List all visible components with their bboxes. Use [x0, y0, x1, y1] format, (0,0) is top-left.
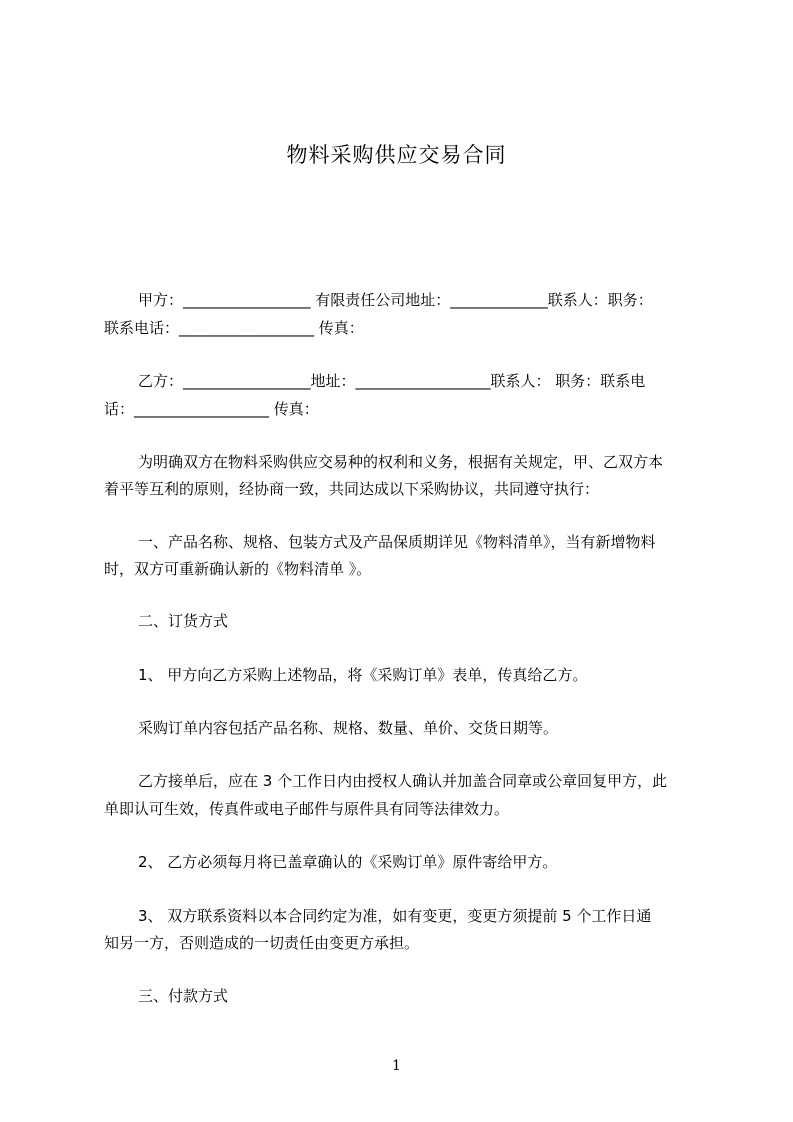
clause-1-line-2: 时，双方可重新确认新的《物料清单 》。 [104, 560, 372, 578]
clause-2-confirm-line-2: 单即认可生效，传真件或电子邮件与原件具有同等法律效力。 [104, 800, 510, 818]
clause-2-item-2: 2、 乙方必须每月将已盖章确认的《采购订单》原件寄给甲方。 [138, 853, 558, 871]
party-b-line-1: 乙方：_________________地址：__________________联系人： 职务：联系电 [138, 372, 646, 390]
page-number: 1 [392, 1058, 401, 1074]
preamble-line-1: 为明确双方在物料采购供应交易种的权利和义务，根据有关规定，甲、乙双方本 [138, 453, 664, 471]
clause-2-item-3-line-2: 知另一方，否则造成的一切责任由变更方承担。 [104, 934, 420, 952]
party-b-line-2: 话：__________________ 传真： [104, 400, 319, 418]
clause-2-item-3-line-1: 3、 双方联系资料以本合同约定为准，如有变更，变更方须提前 5 个工作日通 [138, 907, 652, 925]
clause-1-line-1: 一、产品名称、规格、包装方式及产品保质期详见《物料清单》，当有新增物料 [138, 533, 656, 551]
clause-2-heading: 二、订货方式 [138, 612, 229, 630]
clause-2-order-content: 采购订单内容包括产品名称、规格、数量、单价、交货日期等。 [138, 719, 559, 737]
clause-2-item-1: 1、 甲方向乙方采购上述物品，将《采购订单》表单，传真给乙方。 [138, 666, 588, 684]
preamble-line-2: 着平等互利的原则，经协商一致，共同达成以下采购协议，共同遵守执行： [104, 480, 600, 498]
party-a-line-1: 甲方：_________________ 有限责任公司地址：_____________联系人：职务： [138, 291, 653, 309]
clause-2-confirm-line-1: 乙方接单后，应在 3 个工作日内由授权人确认并加盖合同章或公章回复甲方，此 [138, 772, 668, 790]
document-title: 物料采购供应交易合同 [286, 143, 507, 167]
party-a-line-2: 联系电话：__________________ 传真： [104, 319, 364, 337]
clause-3-heading: 三、付款方式 [138, 987, 229, 1005]
